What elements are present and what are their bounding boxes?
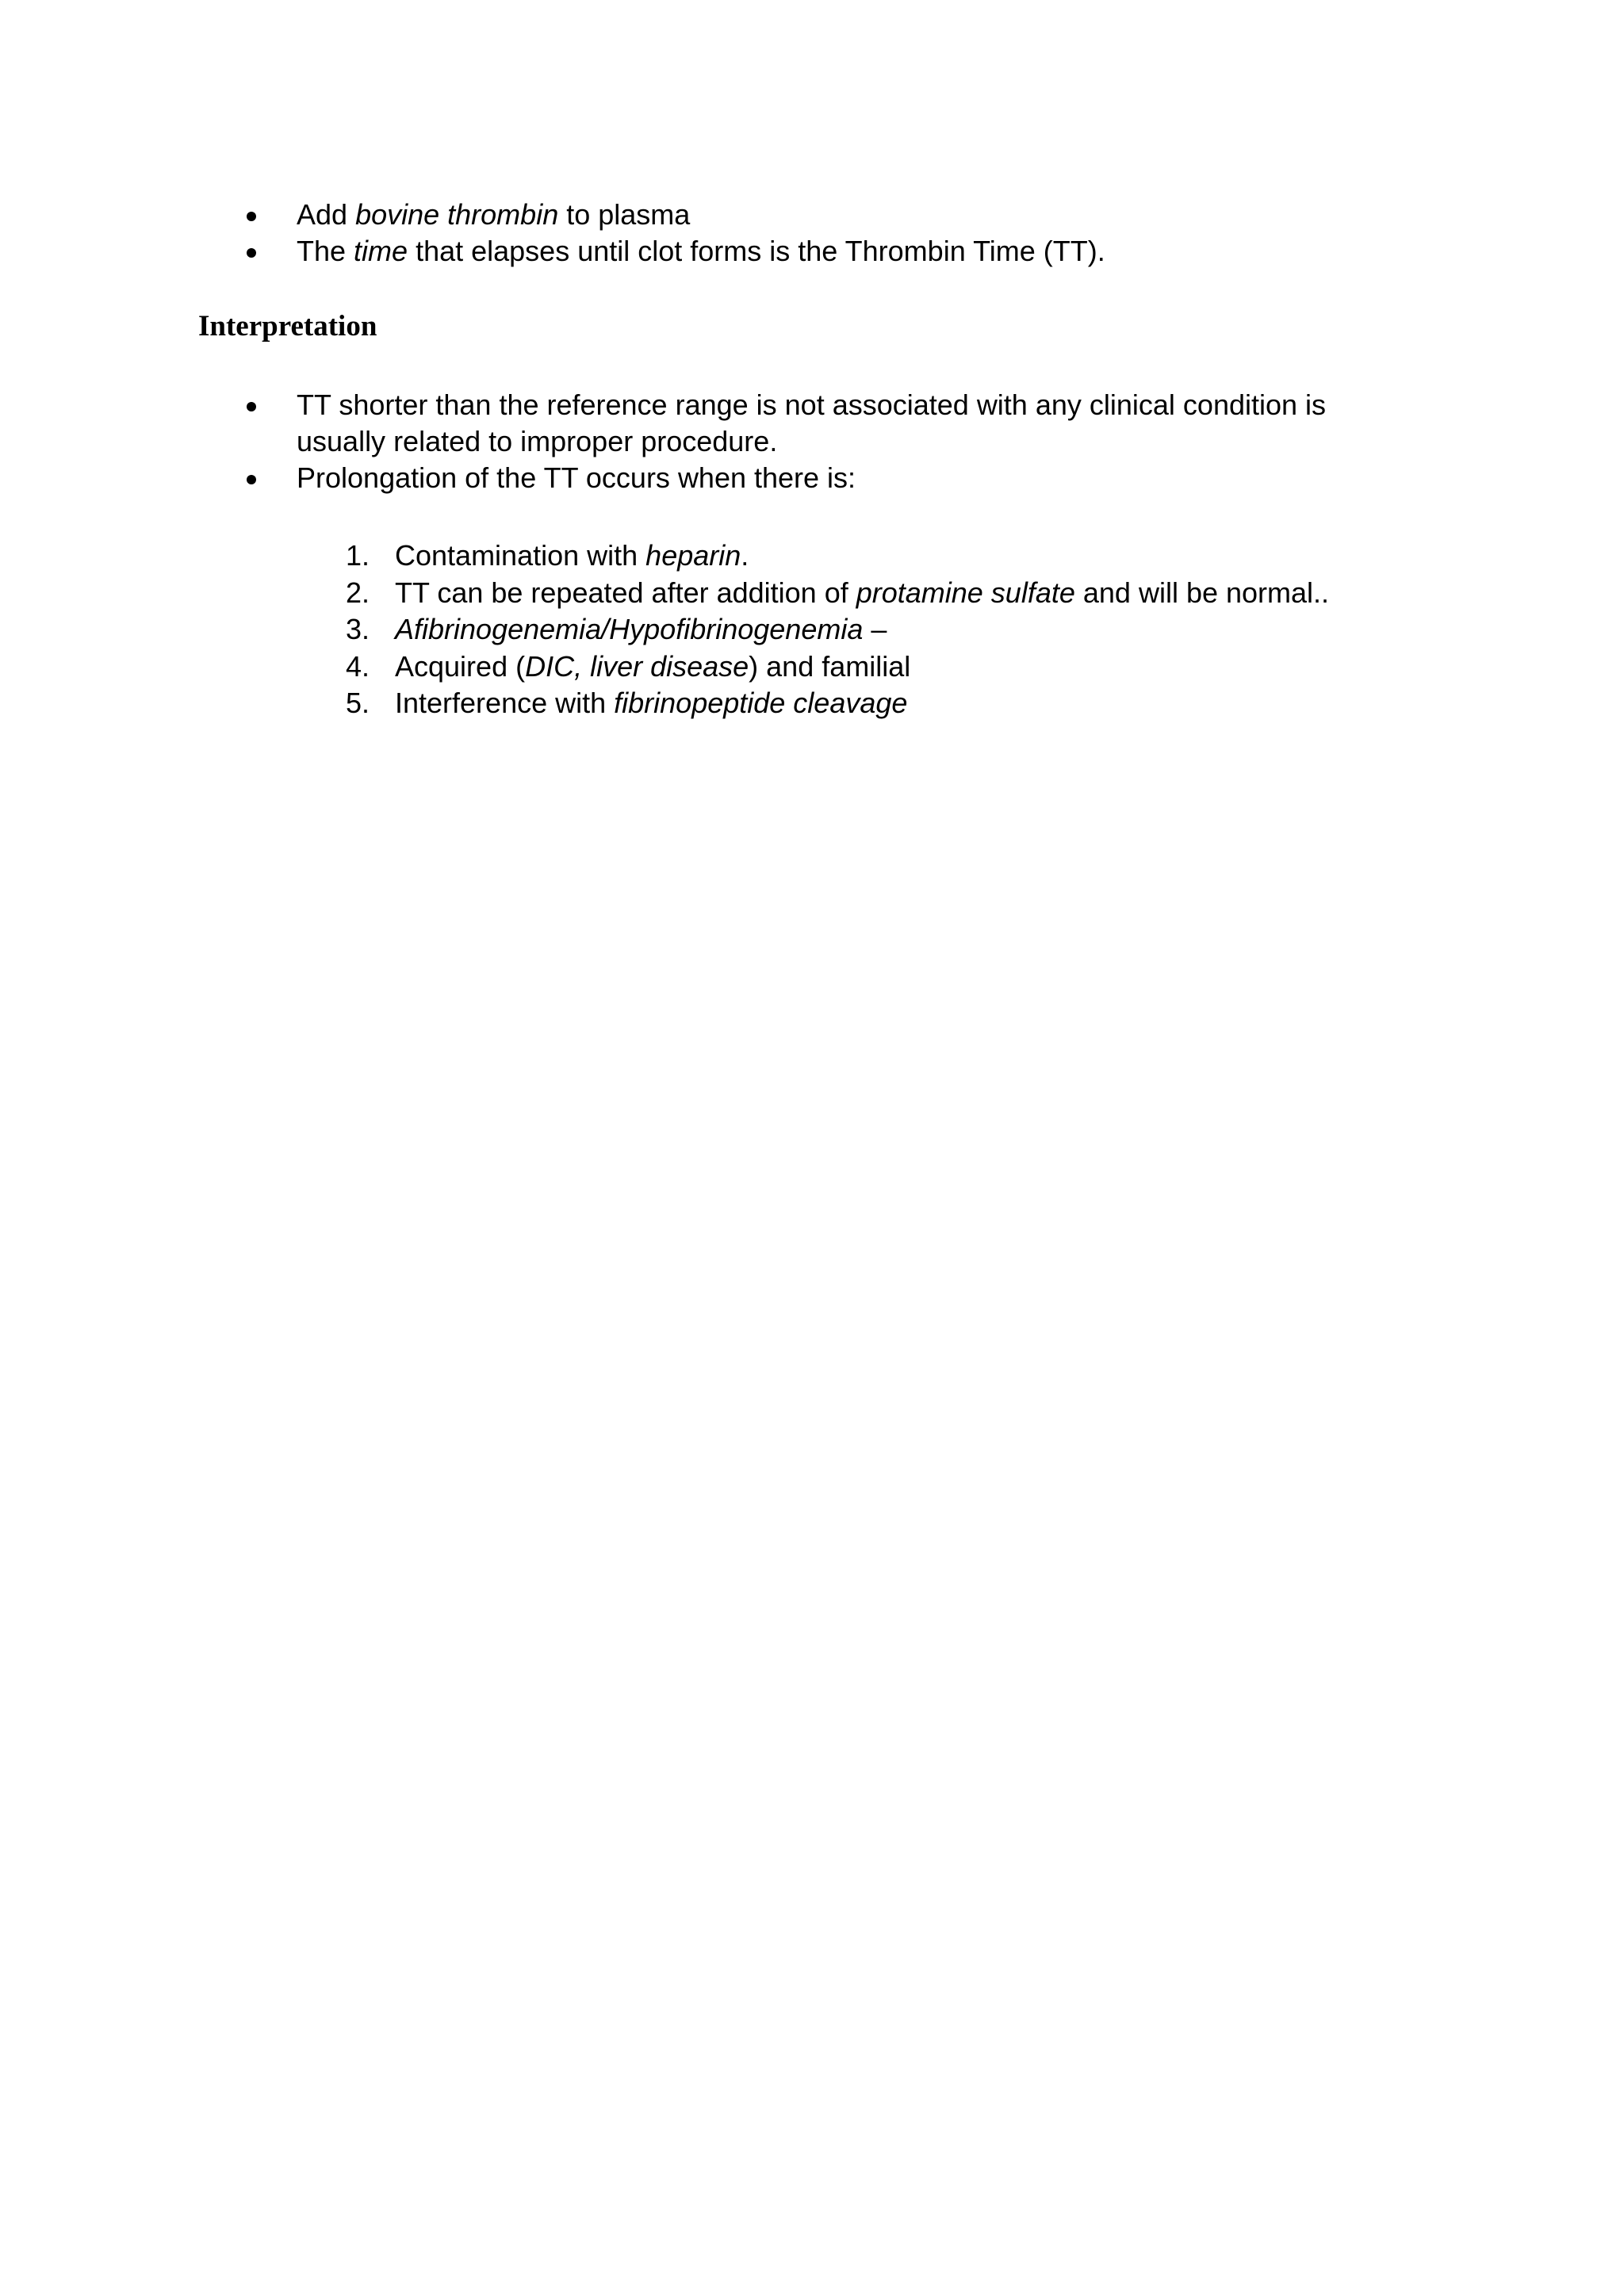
bullet-dot-icon [247,212,256,221]
italic-term: heparin [645,539,741,572]
prolongation-causes-list [0,538,1329,722]
bullet-item [0,387,1423,460]
numbered-item [0,538,1329,575]
italic-term: bovine thrombin [355,198,559,231]
bullet-item [0,197,1423,233]
text-run: Contamination with [395,539,646,572]
italic-term: protamine sulfate [856,576,1075,609]
numbered-item [0,685,1329,722]
text-run: that elapses until clot forms is the Thrombin Time (TT). [408,235,1105,267]
italic-term: time [354,235,408,267]
text-run: – [863,613,887,645]
bullet-dot-icon [247,248,256,258]
text-run: TT shorter than the reference range is not associated with any clinical condition is usually related to improper procedure. [297,388,1327,457]
bullet-dot-icon [247,402,256,411]
item-number: 4. [346,649,370,683]
numbered-item [0,649,1329,686]
text-run: Acquired ( [395,649,526,683]
text-run: Interference with [395,687,615,719]
interpretation-bullet-list [0,387,1423,496]
text-run: The [297,235,354,267]
bullet-item [0,233,1423,270]
item-number: 2. [346,576,370,609]
procedure-bullet-list [0,197,1423,270]
text-run: Prolongation of the TT occurs when there is: [297,461,856,494]
italic-term: DIC, liver disease [525,649,749,683]
bullet-dot-icon [247,475,256,484]
text-run: TT can be repeated after addition of [395,576,856,609]
section-heading: Interpretation [198,310,377,342]
item-number: 3. [346,613,370,645]
bullet-item [0,460,1423,496]
italic-term: Afibrinogenemia/Hypofibrinogenemia [395,613,864,645]
text-run: . [741,539,749,572]
text-run: Add [297,198,356,231]
text-run: ) and familial [749,649,911,683]
item-number: 1. [346,539,370,572]
numbered-item [0,611,1329,649]
item-number: 5. [346,687,370,719]
italic-term: fibrinopeptide cleavage [614,687,908,719]
numbered-item [0,575,1329,612]
text-run: to plasma [558,198,691,231]
text-run: and will be normal.. [1074,576,1330,609]
